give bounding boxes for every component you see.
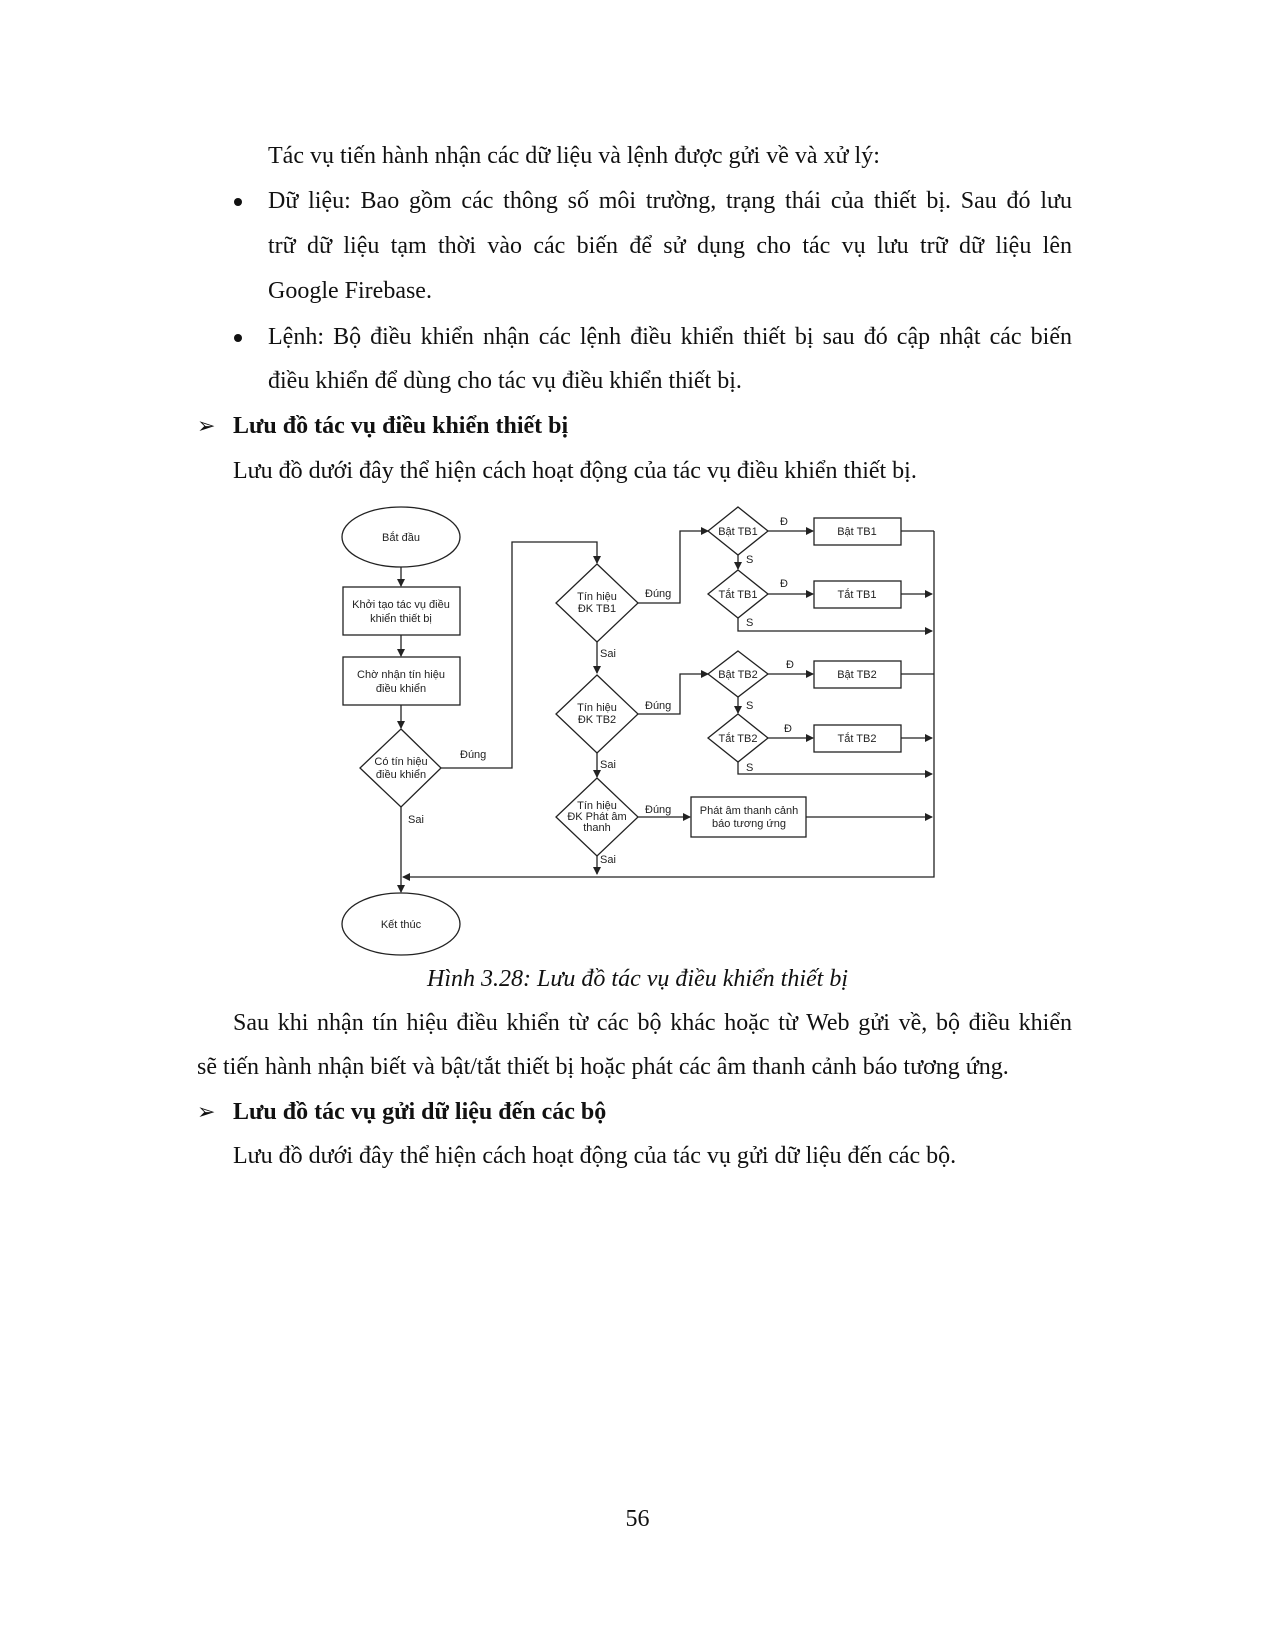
has-signal-decision	[360, 729, 441, 807]
no-label: Sai	[600, 759, 616, 771]
has-signal-label-2: điều khiển	[375, 769, 427, 781]
off-tb2-label: Tắt TB2	[837, 733, 877, 745]
section-2-heading: Lưu đồ tác vụ gửi dữ liệu đến các bộ	[233, 1099, 607, 1125]
bullet-2-line-1: Lệnh: Bộ điều khiển nhận các lệnh điều khiển thiết bị sau đó cập nhật các biến	[268, 324, 1072, 350]
arrow-bullet-icon: ➢	[197, 413, 216, 438]
d-label: Đ	[786, 659, 794, 671]
init-label-2: khiển thiết bị	[370, 613, 432, 625]
section-1-intro: Lưu đồ dưới đây thể hiện cách hoạt động của tác vụ điều khiển thiết bị.	[233, 458, 917, 484]
s-label: S	[746, 700, 754, 712]
no-label: Sai	[600, 648, 616, 660]
wait-process	[343, 657, 460, 705]
section-1-heading: Lưu đồ tác vụ điều khiển thiết bị	[233, 413, 569, 439]
sig-tb2-label-1: Tín hiệu	[577, 702, 617, 714]
sig-sound-label-2: ĐK Phát âm	[567, 811, 627, 823]
page-number: 56	[625, 1506, 650, 1532]
flow-arrow	[738, 618, 932, 631]
sig-tb1-label-1: Tín hiệu	[577, 591, 617, 603]
play-label-1: Phát âm thanh cảnh	[699, 805, 799, 817]
on-tb2-q-label: Bật TB2	[718, 669, 758, 681]
flow-arrow	[738, 762, 932, 774]
d-label: Đ	[784, 723, 792, 735]
end-label: Kết thúc	[380, 919, 422, 931]
sig-sound-label-1: Tín hiệu	[577, 800, 617, 812]
s-label: S	[746, 617, 754, 629]
d-label: Đ	[780, 516, 788, 528]
wait-label-2: điều khiển	[375, 683, 427, 695]
bullet-1-line-3: Google Firebase.	[268, 278, 432, 304]
bullet-1-line-1: Dữ liệu: Bao gồm các thông số môi trường, trạng thái của thiết bị. Sau đó lưu	[268, 188, 1072, 214]
no-label: Sai	[600, 854, 616, 866]
yes-label: Đúng	[645, 804, 672, 816]
bullet-1-line-2: trữ dữ liệu tạm thời vào các biến để sử dụng cho tác vụ lưu trữ dữ liệu lên	[268, 233, 1072, 259]
on-tb1-q-label: Bật TB1	[718, 526, 758, 538]
off-tb1-label: Tắt TB1	[837, 589, 877, 601]
flow-arrow	[441, 542, 597, 768]
init-label-1: Khởi tạo tác vụ điều	[352, 599, 450, 611]
yes-label: Đúng	[645, 700, 672, 712]
wait-label-1: Chờ nhận tín hiệu	[357, 669, 445, 681]
s-label: S	[746, 762, 754, 774]
yes-label: Đúng	[645, 588, 672, 600]
sig-sound-label-3: thanh	[583, 822, 611, 834]
bullet-dot	[234, 198, 242, 206]
has-signal-label-1: Có tín hiệu	[374, 756, 428, 768]
bullet-dot	[234, 334, 242, 342]
yes-label: Đúng	[460, 749, 487, 761]
intro-text: Tác vụ tiến hành nhận các dữ liệu và lệnh được gửi về và xử lý:	[268, 143, 880, 169]
no-label: Sai	[408, 814, 424, 826]
start-label: Bắt đầu	[382, 532, 420, 544]
bullet-2-line-2: điều khiển để dùng cho tác vụ điều khiển thiết bị.	[268, 368, 742, 394]
on-tb1-label: Bật TB1	[837, 526, 877, 538]
on-tb2-label: Bật TB2	[837, 669, 877, 681]
play-label-2: báo tương ứng	[712, 818, 786, 830]
init-process	[343, 587, 460, 635]
section-1-para-line-2: sẽ tiến hành nhận biết và bật/tắt thiết bị hoặc phát các âm thanh cảnh báo tương ứng.	[197, 1054, 1009, 1080]
off-tb2-q-label: Tắt TB2	[718, 733, 758, 745]
off-tb1-q-label: Tắt TB1	[718, 589, 758, 601]
section-1-para-line-1: Sau khi nhận tín hiệu điều khiển từ các bộ khác hoặc từ Web gửi về, bộ điều khiển	[233, 1010, 1072, 1036]
arrow-bullet-icon: ➢	[197, 1099, 216, 1124]
s-label: S	[746, 554, 754, 566]
sig-tb1-label-2: ĐK TB1	[577, 603, 617, 615]
d-label: Đ	[780, 578, 788, 590]
figure-caption: Hình 3.28: Lưu đồ tác vụ điều khiển thiết bị	[426, 966, 849, 992]
flowchart-diagram	[320, 495, 1000, 965]
play-sound-process	[691, 797, 806, 837]
sig-tb2-label-2: ĐK TB2	[577, 714, 617, 726]
section-2-intro: Lưu đồ dưới đây thể hiện cách hoạt động của tác vụ gửi dữ liệu đến các bộ.	[233, 1143, 957, 1169]
